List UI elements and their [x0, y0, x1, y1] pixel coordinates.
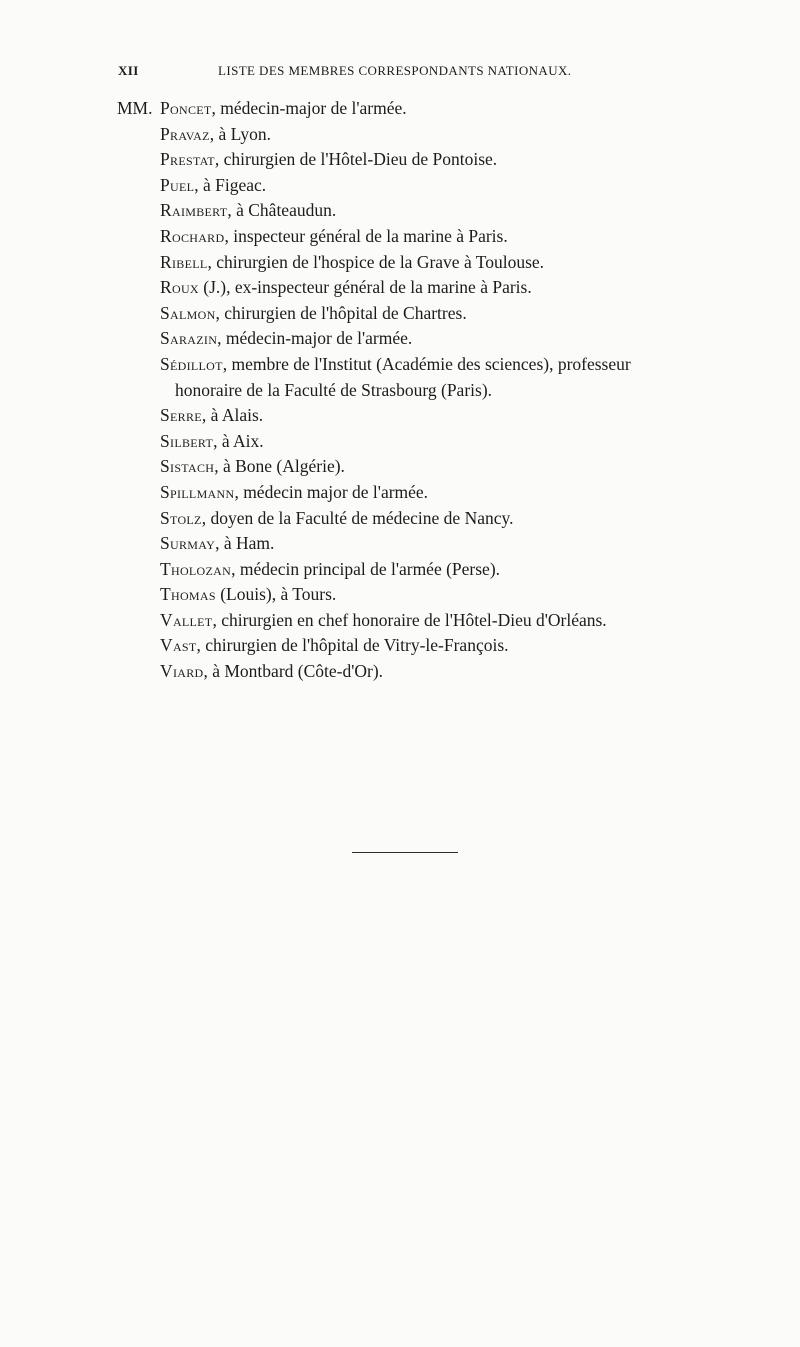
member-name: Poncet — [160, 98, 212, 118]
member-name: Rochard — [160, 225, 225, 246]
member-name: Puel — [160, 174, 195, 195]
list-item — [117, 403, 767, 429]
list-item — [117, 250, 767, 276]
member-name: Silbert — [160, 430, 214, 451]
list-item — [117, 582, 767, 608]
member-name: Prestat — [160, 149, 215, 170]
member-description: , médecin major de l'armée. — [234, 481, 429, 502]
member-description-continued: honoraire de la Faculté de Strasbourg (Paris). — [175, 379, 493, 400]
list-item — [117, 659, 767, 685]
member-name: Ribell — [160, 251, 208, 272]
member-name: Spillmann — [160, 481, 235, 502]
member-description: , doyen de la Faculté de médecine de Nancy. — [201, 507, 514, 528]
member-name: Pravaz — [160, 123, 210, 144]
member-description: , chirurgien de l'hôpital de Chartres. — [215, 302, 467, 323]
member-description: (Louis), à Tours. — [215, 584, 337, 605]
running-title: LISTE DES MEMBRES CORRESPONDANTS NATIONAUX. — [218, 63, 572, 78]
member-description: , médecin-major de l'armée. — [217, 328, 413, 349]
member-description: , à Châteaudun. — [227, 200, 337, 221]
member-name: Raimbert — [160, 200, 228, 221]
member-description: (J.), ex-inspecteur général de la marine à Paris. — [198, 277, 532, 298]
running-head — [118, 63, 624, 83]
member-name: Sistach — [160, 456, 215, 477]
member-name: Sédillot — [160, 353, 223, 374]
list-item — [117, 147, 767, 173]
list-item — [117, 224, 767, 250]
member-description: , chirurgien de l'Hôtel-Dieu de Pontoise. — [214, 149, 498, 170]
member-description: , à Bone (Algérie). — [214, 456, 345, 477]
list-item — [117, 326, 767, 352]
member-name: Roux — [160, 277, 199, 298]
member-name: Thomas — [160, 584, 216, 605]
list-item — [117, 608, 767, 634]
list-item — [117, 301, 767, 327]
member-description: , chirurgien en chef honoraire de l'Hôtel-Dieu d'Orléans. — [212, 609, 607, 630]
member-description: , chirurgien de l'hospice de la Grave à Toulouse. — [207, 251, 545, 272]
member-description: , à Figeac. — [194, 174, 267, 195]
member-description: , à Aix. — [213, 430, 264, 451]
member-name: Sarazin — [160, 328, 218, 349]
list-item — [117, 96, 767, 122]
member-description: , à Alais. — [201, 405, 264, 426]
list-item — [117, 506, 767, 532]
member-name: Vast — [160, 635, 197, 656]
member-description: , inspecteur général de la marine à Paris. — [224, 225, 508, 246]
list-item — [117, 275, 767, 301]
list-item — [117, 352, 767, 403]
member-name: Surmay — [160, 533, 216, 554]
list-prefix: MM. — [117, 98, 153, 118]
closing-rule — [352, 852, 458, 853]
list-item — [117, 173, 767, 199]
list-item — [117, 198, 767, 224]
member-list — [117, 96, 767, 685]
member-name: Salmon — [160, 302, 216, 323]
member-name: Stolz — [160, 507, 202, 528]
list-item — [117, 429, 767, 455]
member-description: , à Ham. — [215, 533, 275, 554]
list-item — [117, 531, 767, 557]
member-name: Vallet — [160, 609, 213, 630]
list-item — [117, 633, 767, 659]
member-description: , à Montbard (Côte-d'Or). — [203, 661, 384, 682]
member-description: , chirurgien de l'hôpital de Vitry-le-François. — [196, 635, 509, 656]
page-number: XII — [118, 63, 139, 78]
member-name: Viard — [160, 661, 204, 682]
member-description: , médecin principal de l'armée (Perse). — [231, 558, 501, 579]
member-description: , à Lyon. — [209, 123, 272, 144]
list-item — [117, 480, 767, 506]
list-item — [117, 454, 767, 480]
member-name: Tholozan — [160, 558, 232, 579]
member-description: , membre de l'Institut (Académie des sciences), professeur — [222, 353, 631, 374]
list-item — [117, 557, 767, 583]
list-item — [117, 122, 767, 148]
member-name: Serre — [160, 405, 202, 426]
member-description: , médecin-major de l'armée. — [211, 98, 407, 118]
